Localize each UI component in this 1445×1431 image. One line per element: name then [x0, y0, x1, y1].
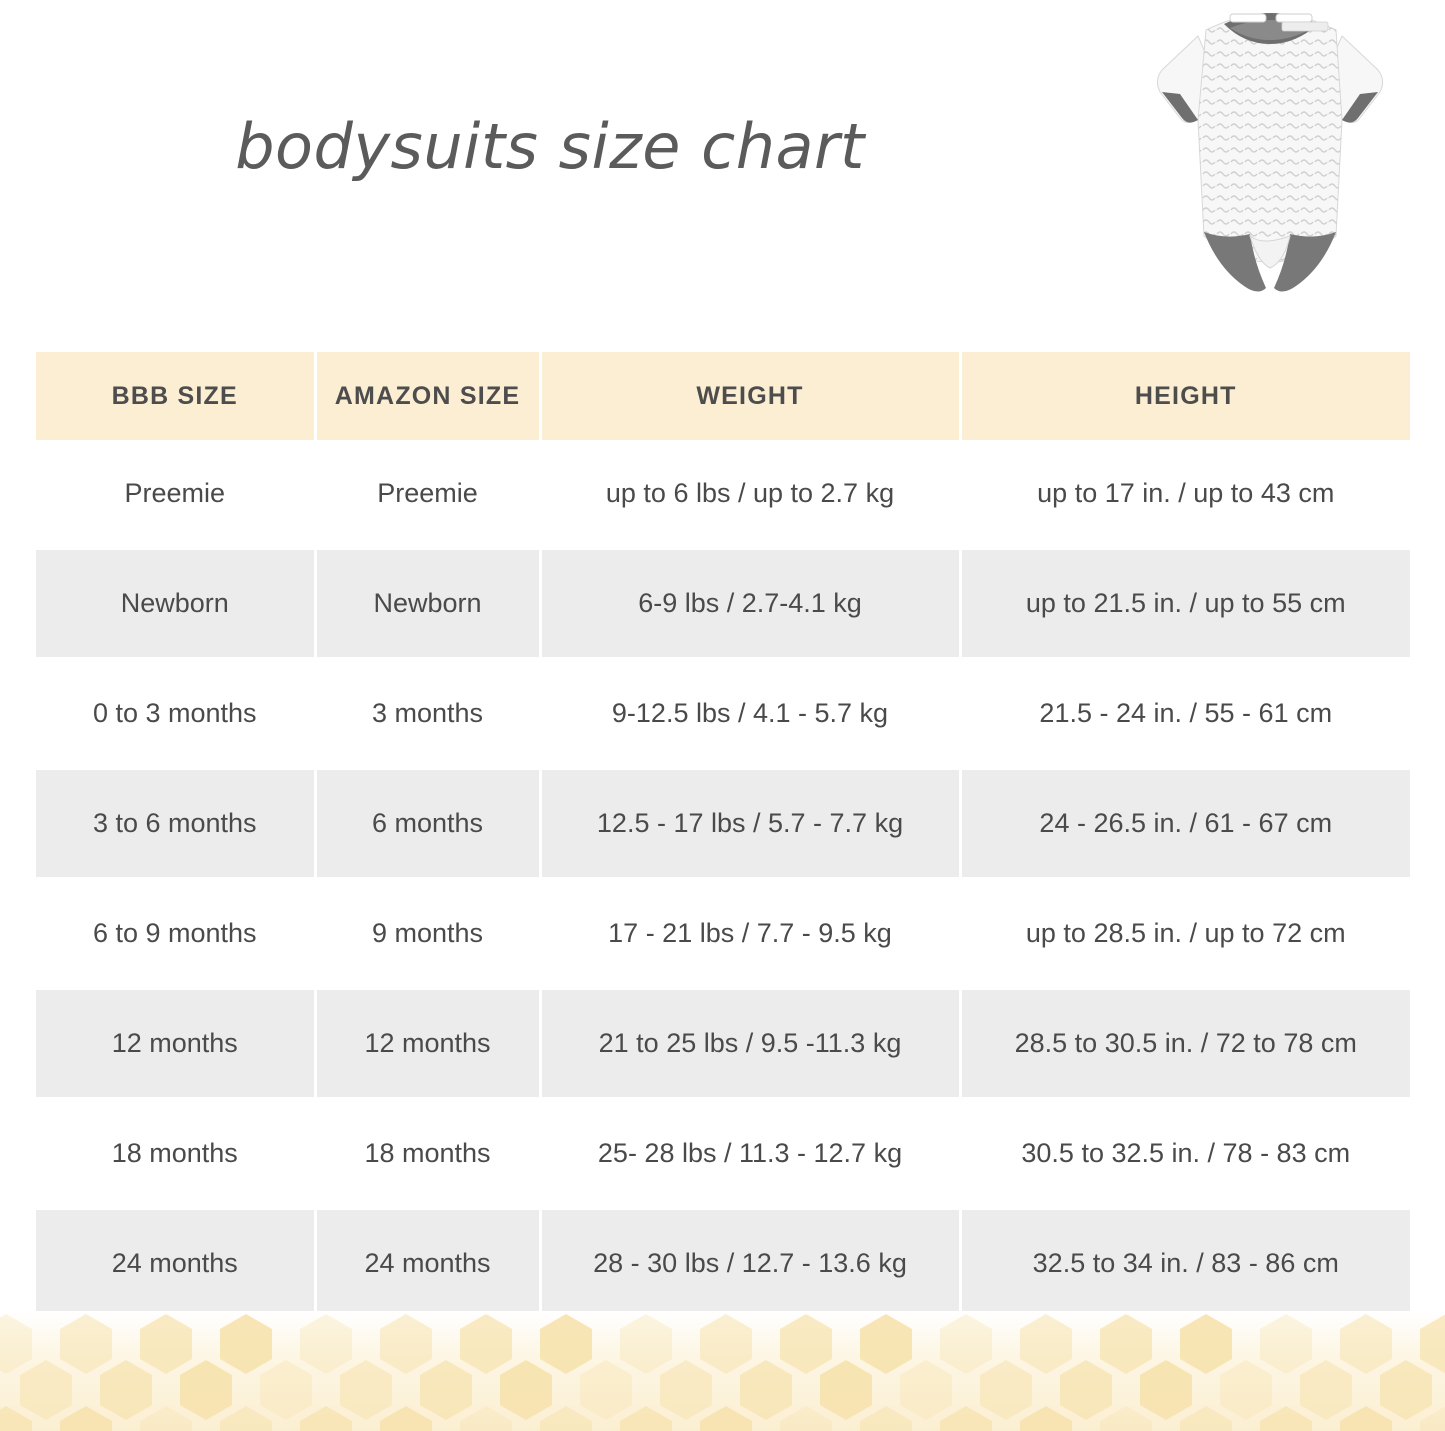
table-header-row [36, 352, 1410, 440]
table-row [36, 769, 1410, 879]
hexagon-shape [340, 1375, 392, 1405]
hexagon-shape [20, 1375, 72, 1405]
hexagon-shape [1420, 1421, 1445, 1431]
cell-height: up to 21.5 in. / up to 55 cm [960, 549, 1410, 659]
hexagon-shape [1180, 1329, 1232, 1359]
cell-bbb-size: 18 months [36, 1099, 315, 1209]
baby-bodysuit-image [1146, 0, 1396, 330]
column-header-bbb-size: BBB SIZE [36, 352, 315, 440]
hexagon-shape [540, 1329, 592, 1359]
hexagon-shape [1060, 1375, 1112, 1405]
hexagon-shape [460, 1421, 512, 1431]
hexagon-shape [660, 1375, 712, 1405]
hexagon-shape [820, 1375, 872, 1405]
cell-bbb-size: 3 to 6 months [36, 769, 315, 879]
hexagon-shape [140, 1329, 192, 1359]
cell-amazon-size: 6 months [315, 769, 540, 879]
cell-bbb-size: Newborn [36, 549, 315, 659]
cell-amazon-size: 3 months [315, 659, 540, 769]
cell-amazon-size: 18 months [315, 1099, 540, 1209]
cell-weight: up to 6 lbs / up to 2.7 kg [540, 440, 960, 549]
hexagon-shape [300, 1421, 352, 1431]
hexagon-shape [620, 1421, 672, 1431]
cell-weight: 6-9 lbs / 2.7-4.1 kg [540, 549, 960, 659]
hexagon-shape [940, 1421, 992, 1431]
hexagon-shape [140, 1421, 192, 1431]
table-row [36, 879, 1410, 989]
hexagon-shape [940, 1329, 992, 1359]
hexagon-shape [1220, 1375, 1272, 1405]
cell-weight: 9-12.5 lbs / 4.1 - 5.7 kg [540, 659, 960, 769]
hexagon-shape [500, 1375, 552, 1405]
cell-weight: 17 - 21 lbs / 7.7 - 9.5 kg [540, 879, 960, 989]
hexagon-shape [740, 1375, 792, 1405]
hexagon-shape [0, 1329, 32, 1359]
cell-amazon-size: 12 months [315, 989, 540, 1099]
hexagon-shape [580, 1375, 632, 1405]
cell-amazon-size: 24 months [315, 1209, 540, 1319]
column-header-height: HEIGHT [960, 352, 1410, 440]
hexagon-shape [380, 1329, 432, 1359]
cell-height: 21.5 - 24 in. / 55 - 61 cm [960, 659, 1410, 769]
cell-weight: 21 to 25 lbs / 9.5 -11.3 kg [540, 989, 960, 1099]
column-header-weight: WEIGHT [540, 352, 960, 440]
cell-amazon-size: Preemie [315, 440, 540, 549]
cell-bbb-size: 0 to 3 months [36, 659, 315, 769]
cell-height: up to 17 in. / up to 43 cm [960, 440, 1410, 549]
cell-height: up to 28.5 in. / up to 72 cm [960, 879, 1410, 989]
page-title: bodysuits size chart [235, 110, 865, 183]
hexagon-shape [1420, 1329, 1445, 1359]
hexagon-shape [100, 1375, 152, 1405]
hexagon-shape [1380, 1375, 1432, 1405]
table-row [36, 549, 1410, 659]
cell-height: 24 - 26.5 in. / 61 - 67 cm [960, 769, 1410, 879]
hexagon-shape [460, 1329, 512, 1359]
cell-weight: 12.5 - 17 lbs / 5.7 - 7.7 kg [540, 769, 960, 879]
hexagon-shape [180, 1375, 232, 1405]
hexagon-shape [1100, 1421, 1152, 1431]
cell-height: 28.5 to 30.5 in. / 72 to 78 cm [960, 989, 1410, 1099]
cell-height: 30.5 to 32.5 in. / 78 - 83 cm [960, 1099, 1410, 1209]
hexagon-shape [420, 1375, 472, 1405]
table-row [36, 989, 1410, 1099]
cell-height: 32.5 to 34 in. / 83 - 86 cm [960, 1209, 1410, 1319]
cell-bbb-size: Preemie [36, 440, 315, 549]
hexagon-shape [60, 1421, 112, 1431]
hexagon-shape [900, 1375, 952, 1405]
cell-weight: 28 - 30 lbs / 12.7 - 13.6 kg [540, 1209, 960, 1319]
size-chart-table [36, 352, 1410, 1320]
hexagon-shape [620, 1329, 672, 1359]
cell-bbb-size: 6 to 9 months [36, 879, 315, 989]
cell-amazon-size: Newborn [315, 549, 540, 659]
hexagon-shape [0, 1421, 32, 1431]
hexagon-shape [1140, 1375, 1192, 1405]
hexagon-shape [780, 1329, 832, 1359]
hexagon-shape [700, 1421, 752, 1431]
hexagon-shape [1100, 1329, 1152, 1359]
hexagon-shape [860, 1421, 912, 1431]
hexagon-shape [220, 1421, 272, 1431]
hexagon-shape [1180, 1421, 1232, 1431]
hexagon-shape [300, 1329, 352, 1359]
hexagon-shape [260, 1375, 312, 1405]
honeycomb-decoration [0, 1311, 1445, 1431]
hexagon-shape [1340, 1421, 1392, 1431]
hexagon-shape [700, 1329, 752, 1359]
hexagon-shape [1260, 1421, 1312, 1431]
hexagon-shape [1020, 1421, 1072, 1431]
hexagon-shape [540, 1421, 592, 1431]
hexagon-shape [1300, 1375, 1352, 1405]
table-row [36, 1209, 1410, 1319]
hexagon-shape [1020, 1329, 1072, 1359]
cell-bbb-size: 24 months [36, 1209, 315, 1319]
hexagon-shape [860, 1329, 912, 1359]
table-row [36, 1099, 1410, 1209]
table-row [36, 659, 1410, 769]
table-row [36, 440, 1410, 549]
hexagon-shape [220, 1329, 272, 1359]
cell-bbb-size: 12 months [36, 989, 315, 1099]
cell-amazon-size: 9 months [315, 879, 540, 989]
hexagon-shape [60, 1329, 112, 1359]
hexagon-shape [380, 1421, 432, 1431]
column-header-amazon-size: AMAZON SIZE [315, 352, 540, 440]
hexagon-shape [780, 1421, 832, 1431]
cell-weight: 25- 28 lbs / 11.3 - 12.7 kg [540, 1099, 960, 1209]
hexagon-shape [980, 1375, 1032, 1405]
hexagon-shape [1340, 1329, 1392, 1359]
hexagon-shape [1260, 1329, 1312, 1359]
